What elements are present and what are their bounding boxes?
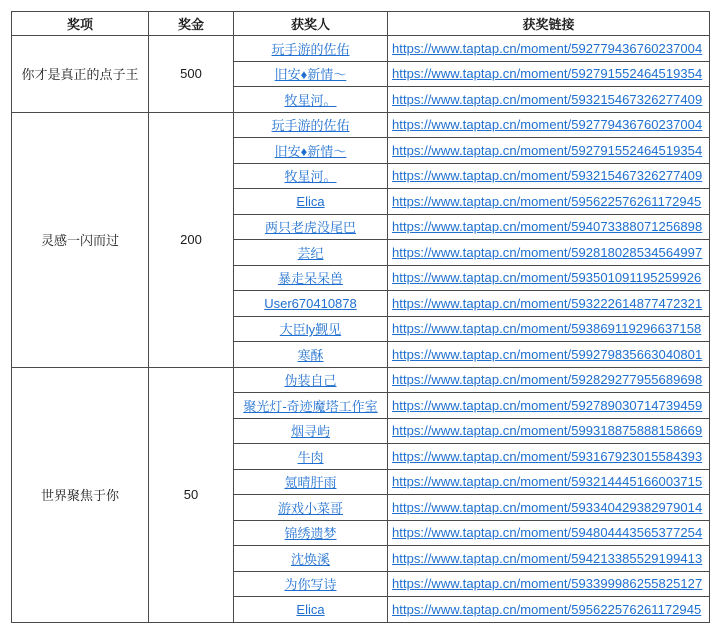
winner-link[interactable]: Elica (296, 601, 325, 617)
award-name-cell: 世界聚焦于你 (12, 367, 149, 622)
winner-cell (234, 444, 388, 470)
award-link-cell (388, 138, 710, 164)
winner-cell (234, 240, 388, 266)
award-link-cell (388, 163, 710, 189)
award-url-link[interactable]: https://www.taptap.cn/moment/594213385529199413 (392, 550, 703, 566)
winner-cell (234, 61, 388, 87)
winner-cell (234, 367, 388, 393)
winner-link[interactable]: 玩手游的佐佑 (271, 118, 350, 134)
award-link-cell (388, 495, 710, 521)
award-link-cell (388, 240, 710, 266)
award-link-cell (388, 367, 710, 393)
winner-link[interactable]: 芸纪 (297, 245, 324, 261)
award-table-container (11, 11, 710, 623)
winner-link[interactable]: 牧星河。 (284, 92, 337, 108)
winner-cell (234, 520, 388, 546)
winner-link[interactable]: 烟寻屿 (290, 424, 330, 440)
award-link-cell (388, 36, 710, 62)
winner-cell (234, 291, 388, 317)
award-link-cell (388, 597, 710, 623)
award-table (11, 11, 710, 623)
winner-link[interactable]: 聚光灯-奇迹魔塔工作室 (243, 398, 378, 414)
winner-link[interactable]: 暴走呆呆兽 (277, 271, 343, 287)
winner-cell (234, 495, 388, 521)
award-url-link[interactable]: https://www.taptap.cn/moment/593214445166003715 (392, 474, 703, 490)
award-url-link[interactable]: https://www.taptap.cn/moment/593869119296637158 (392, 321, 702, 337)
award-link-cell (388, 265, 710, 291)
winner-link[interactable]: 牧星河。 (284, 169, 337, 185)
winner-cell (234, 316, 388, 342)
winner-link[interactable]: 玩手游的佐佑 (271, 41, 350, 57)
award-link-cell (388, 342, 710, 368)
award-url-link[interactable]: https://www.taptap.cn/moment/599279835663040801 (392, 346, 703, 362)
award-url-link[interactable]: https://www.taptap.cn/moment/593399986255825127 (392, 576, 703, 592)
winner-link[interactable]: 伪装自己 (284, 373, 337, 389)
winner-link[interactable]: 沈焕溪 (290, 551, 330, 567)
award-url-link[interactable]: https://www.taptap.cn/moment/599318875888158669 (392, 423, 703, 439)
award-link-cell (388, 214, 710, 240)
award-url-link[interactable]: https://www.taptap.cn/moment/593340429382979014 (392, 499, 703, 515)
winner-cell (234, 571, 388, 597)
award-url-link[interactable]: https://www.taptap.cn/moment/593215467326277409 (392, 168, 703, 184)
winner-cell (234, 138, 388, 164)
award-url-link[interactable]: https://www.taptap.cn/moment/592791552464519354 (392, 142, 703, 158)
award-link-cell (388, 393, 710, 419)
winner-cell (234, 265, 388, 291)
winner-link[interactable]: User670410878 (264, 295, 357, 311)
award-url-link[interactable]: https://www.taptap.cn/moment/592791552464519354 (392, 66, 703, 82)
winner-link[interactable]: 旧安♦新情～ (274, 143, 347, 159)
header-winner: 获奖人 (234, 12, 388, 36)
award-link-cell (388, 546, 710, 572)
header-prize: 奖金 (149, 12, 234, 36)
winner-link[interactable]: 旧安♦新情～ (274, 67, 347, 83)
award-url-link[interactable]: https://www.taptap.cn/moment/593167923015584393 (392, 448, 703, 464)
award-link-cell (388, 87, 710, 113)
award-name-cell: 灵感一闪而过 (12, 112, 149, 367)
award-link-cell (388, 291, 710, 317)
winner-link[interactable]: 为你写诗 (284, 577, 337, 593)
award-link-cell (388, 112, 710, 138)
award-url-link[interactable]: https://www.taptap.cn/moment/595622576261172945 (392, 601, 702, 617)
table-body (12, 36, 710, 623)
winner-link[interactable]: 锦绣遗梦 (284, 526, 337, 542)
winner-cell (234, 469, 388, 495)
award-link-cell (388, 418, 710, 444)
winner-link[interactable]: 游戏小菜哥 (277, 500, 343, 516)
award-url-link[interactable]: https://www.taptap.cn/moment/592779436760237004 (392, 117, 703, 133)
award-url-link[interactable]: https://www.taptap.cn/moment/592789030714739459 (392, 397, 703, 413)
winner-link[interactable]: 大臣ly觐见 (279, 322, 342, 338)
winner-cell (234, 393, 388, 419)
table-row (12, 112, 710, 138)
award-name-cell: 你才是真正的点子王 (12, 36, 149, 113)
award-link-cell (388, 571, 710, 597)
award-url-link[interactable]: https://www.taptap.cn/moment/595622576261172945 (392, 193, 702, 209)
header-row (12, 12, 710, 36)
winner-cell (234, 418, 388, 444)
winner-cell (234, 546, 388, 572)
award-link-cell (388, 469, 710, 495)
winner-cell (234, 112, 388, 138)
winner-cell (234, 36, 388, 62)
winner-cell (234, 163, 388, 189)
award-link-cell (388, 61, 710, 87)
award-url-link[interactable]: https://www.taptap.cn/moment/594804443565377254 (392, 525, 703, 541)
award-url-link[interactable]: https://www.taptap.cn/moment/594073388071256898 (392, 219, 703, 235)
winner-cell (234, 87, 388, 113)
award-url-link[interactable]: https://www.taptap.cn/moment/593501091195259926 (392, 270, 702, 286)
prize-amount-cell: 200 (149, 112, 234, 367)
winner-cell (234, 597, 388, 623)
header-link: 获奖链接 (388, 12, 710, 36)
prize-amount-cell: 50 (149, 367, 234, 622)
award-url-link[interactable]: https://www.taptap.cn/moment/592829277955689698 (392, 372, 703, 388)
award-link-cell (388, 520, 710, 546)
winner-link[interactable]: 两只老虎没尾巴 (264, 220, 356, 236)
winner-link[interactable]: 牛肉 (297, 449, 324, 465)
award-url-link[interactable]: https://www.taptap.cn/moment/593222614877472321 (392, 295, 703, 311)
table-row (12, 36, 710, 62)
award-url-link[interactable]: https://www.taptap.cn/moment/592818028534564997 (392, 244, 703, 260)
award-link-cell (388, 316, 710, 342)
winner-cell (234, 342, 388, 368)
award-link-cell (388, 189, 710, 215)
prize-amount-cell: 500 (149, 36, 234, 113)
header-award: 奖项 (12, 12, 149, 36)
award-url-link[interactable]: https://www.taptap.cn/moment/593215467326277409 (392, 91, 703, 107)
award-link-cell (388, 444, 710, 470)
winner-link[interactable]: Elica (296, 193, 325, 209)
winner-cell (234, 214, 388, 240)
winner-cell (234, 189, 388, 215)
award-url-link[interactable]: https://www.taptap.cn/moment/592779436760237004 (392, 40, 703, 56)
table-header (12, 12, 710, 36)
table-row (12, 367, 710, 393)
winner-link[interactable]: 寒酥 (297, 347, 324, 363)
winner-link[interactable]: 氪晴肝雨 (284, 475, 337, 491)
